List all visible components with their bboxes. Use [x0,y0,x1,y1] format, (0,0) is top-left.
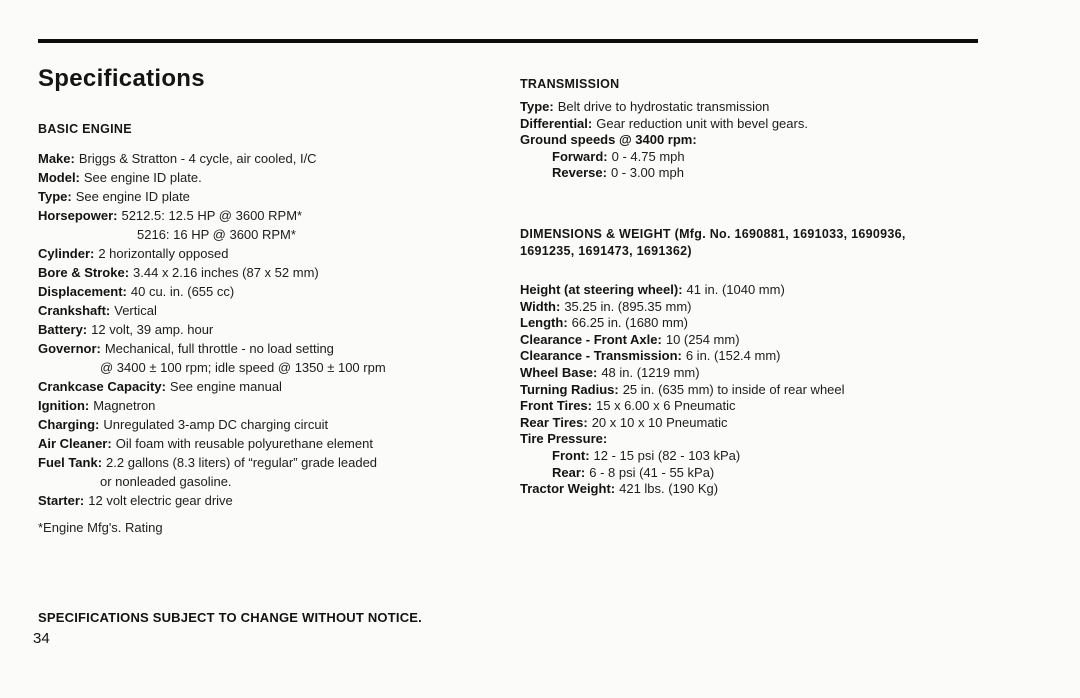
spec-value: 20 x 10 x 10 Pneumatic [591,414,728,430]
spec-label: Model: [38,170,80,185]
left-column [38,43,520,535]
spec-value: 0 - 4.75 mph [611,148,685,164]
spec-value: 2.2 gallons (8.3 liters) of “regular” grade leaded [106,455,378,470]
spec-line [38,396,500,415]
spec-line [38,472,500,491]
spec-label: Reverse: [552,165,607,181]
spec-label: Governor: [38,341,101,356]
spec-line [38,225,500,244]
spec-value: 6 in. (152.4 mm) [685,348,781,364]
engine-rating-footnote: *Engine Mfg's. Rating [38,520,163,535]
spec-line [38,339,500,358]
spec-label: Clearance - Transmission: [520,348,682,364]
spec-value: 40 cu. in. (655 cc) [130,284,235,299]
spec-label: Fuel Tank: [38,455,103,470]
spec-value: 25 in. (635 mm) to inside of rear wheel [622,381,845,397]
section-transmission [520,76,978,182]
transmission-heading: TRANSMISSION [520,77,620,91]
spec-line [520,132,978,149]
spec-line [38,434,500,453]
spec-line [38,358,500,377]
spec-line [520,332,978,349]
spec-label: Bore & Stroke: [38,265,130,280]
spec-line [520,315,978,332]
spec-line [520,481,978,498]
spec-label: Crankcase Capacity: [38,379,166,394]
spec-line [520,348,978,365]
spec-value: 48 in. (1219 mm) [601,364,700,380]
spec-value: Belt drive to hydrostatic transmission [557,99,770,114]
spec-line [38,415,500,434]
spec-label: Width: [520,298,561,314]
spec-label: Cylinder: [38,246,95,261]
spec-label: Length: [520,315,568,331]
spec-label: Air Cleaner: [38,436,112,451]
spec-line [520,282,978,299]
spec-value: 0 - 3.00 mph [610,165,684,181]
spec-value: Briggs & Stratton - 4 cycle, air cooled, I/C [78,151,317,166]
spec-value: 66.25 in. (1680 mm) [571,315,688,331]
spec-line [38,149,500,168]
spec-value: 5212.5: 12.5 HP @ 3600 RPM* [121,208,303,223]
spec-label: Battery: [38,322,88,337]
spec-label: Ground speeds @ 3400 rpm: [520,132,697,148]
spec-value: See engine manual [169,379,282,394]
spec-label: Clearance - Front Axle: [520,331,662,347]
spec-line [38,187,500,206]
basic-engine-heading: BASIC ENGINE [38,122,132,136]
spec-line [520,99,978,116]
spec-label: Tire Pressure: [520,431,608,447]
spec-label: Crankshaft: [38,303,111,318]
dimensions-weight-heading: DIMENSIONS & WEIGHT (Mfg. No. 1690881, 1691033, 1690936, 1691235, 1691473, 1691362) [520,226,906,258]
spec-value: Magnetron [93,398,156,413]
spec-value: Gear reduction unit with bevel gears. [596,115,808,131]
spec-label: Differential: [520,115,593,131]
spec-line [520,149,978,166]
spec-value: 5216: 16 HP @ 3600 RPM* [137,227,296,242]
spec-label: Type: [520,99,554,114]
spec-line [38,206,500,225]
spec-label: Type: [38,189,72,204]
spec-line [520,415,978,432]
spec-label: Wheel Base: [520,364,598,380]
spec-label: Height (at steering wheel): [520,281,683,297]
spec-line [38,453,500,472]
spec-value: 35.25 in. (895.35 mm) [564,298,692,314]
change-notice: SPECIFICATIONS SUBJECT TO CHANGE WITHOUT NOTICE. [38,610,422,625]
spec-label: Make: [38,151,75,166]
spec-value: 12 volt, 39 amp. hour [91,322,214,337]
spec-value: 41 in. (1040 mm) [686,281,785,297]
spec-label: Forward: [552,148,608,164]
section-basic-engine [38,121,500,535]
spec-line [520,165,978,182]
content-columns [38,43,978,535]
spec-value: 421 lbs. (190 Kg) [619,481,719,497]
page-number: 34 [33,630,50,647]
spec-line [520,382,978,399]
spec-value: See engine ID plate [75,189,190,204]
dimensions-lines [520,282,978,498]
spec-line [38,320,500,339]
transmission-lines [520,99,978,182]
spec-label: Rear Tires: [520,414,588,430]
spec-label: Starter: [38,493,85,508]
spec-line [520,116,978,133]
spec-value: 3.44 x 2.16 inches (87 x 52 mm) [133,265,319,280]
spec-value: 2 horizontally opposed [98,246,229,261]
spec-value: Mechanical, full throttle - no load setting [104,341,334,356]
spec-line [38,244,500,263]
spec-value: or nonleaded gasoline. [100,474,232,489]
spec-label: Front: [552,447,590,463]
spec-label: Horsepower: [38,208,118,223]
spec-line [520,299,978,316]
spec-label: Turning Radius: [520,381,619,397]
spec-value: See engine ID plate. [83,170,202,185]
spec-line [38,491,500,510]
spec-line [38,263,500,282]
spec-value: Vertical [114,303,157,318]
spec-line [38,377,500,396]
spec-line [38,301,500,320]
spec-line [520,465,978,482]
spec-label: Tractor Weight: [520,481,616,497]
spec-value: 10 (254 mm) [665,331,740,347]
spec-value: @ 3400 ± 100 rpm; idle speed @ 1350 ± 100 rpm [100,360,386,375]
spec-line [38,168,500,187]
basic-engine-lines [38,149,500,510]
spec-value: Unregulated 3-amp DC charging circuit [103,417,329,432]
spec-value: 12 volt electric gear drive [88,493,233,508]
spec-label: Front Tires: [520,398,592,414]
spec-line [520,431,978,448]
spec-label: Rear: [552,464,586,480]
spec-line [520,448,978,465]
spec-value: 12 - 15 psi (82 - 103 kPa) [593,447,741,463]
page-title: Specifications [38,65,205,92]
spec-value: 15 x 6.00 x 6 Pneumatic [596,398,736,414]
spec-line [520,365,978,382]
section-dimensions-weight [520,226,978,498]
spec-value: 6 - 8 psi (41 - 55 kPa) [589,464,715,480]
spec-label: Displacement: [38,284,127,299]
spec-label: Charging: [38,417,100,432]
right-column [520,43,978,535]
spec-value: Oil foam with reusable polyurethane element [115,436,373,451]
spec-line [38,282,500,301]
spec-label: Ignition: [38,398,90,413]
spec-line [520,398,978,415]
